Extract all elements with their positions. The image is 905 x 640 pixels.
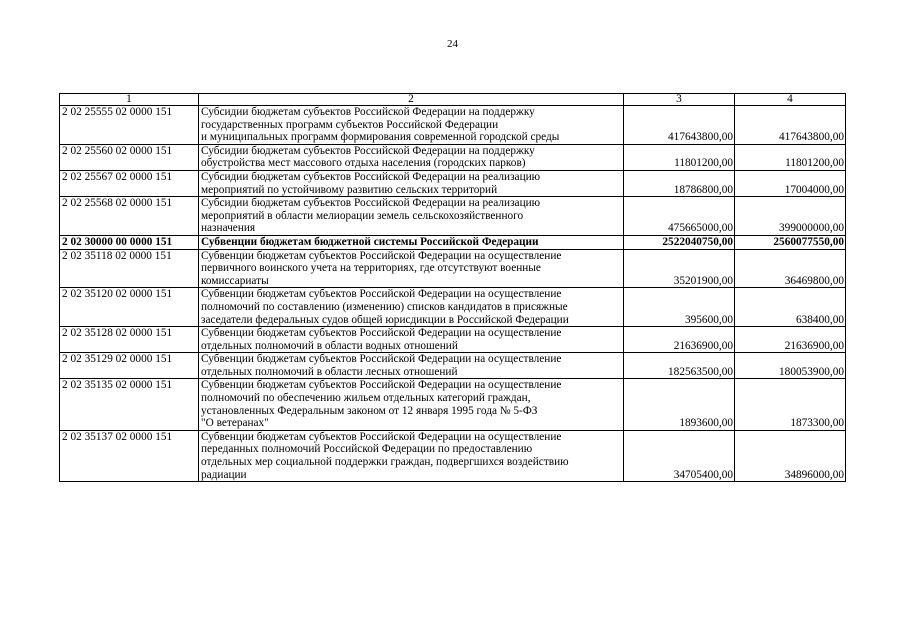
description-line: первичного воинского учета на территориях, где отсутствуют военные (201, 262, 541, 275)
row-code: 2 02 35137 02 0000 151 (60, 430, 199, 481)
column-header-1: 1 (60, 94, 199, 106)
row-description (199, 327, 624, 353)
row-amount-col3: 182563500,00 (624, 353, 735, 379)
row-code: 2 02 25568 02 0000 151 (60, 197, 199, 236)
description-line: Субвенции бюджетам субъектов Российской Федерации на осуществление (201, 249, 562, 262)
table-row (60, 144, 846, 170)
budget-table (59, 93, 846, 482)
row-amount-col4: 399000000,00 (735, 197, 846, 236)
table-row (60, 288, 846, 327)
row-amount-col4: 36469800,00 (735, 249, 846, 288)
description-line: Субвенции бюджетам бюджетной системы Российской Федерации (201, 235, 539, 248)
row-amount-col3: 11801200,00 (624, 144, 735, 170)
description-line: комиссариаты (201, 274, 269, 287)
row-description (199, 288, 624, 327)
table-row (60, 106, 846, 145)
row-amount-col3: 21636900,00 (624, 327, 735, 353)
description-line: государственных программ субъектов Российской Федерации (201, 118, 499, 131)
row-description (199, 197, 624, 236)
row-code: 2 02 25555 02 0000 151 (60, 106, 199, 145)
column-header-2: 2 (199, 94, 624, 106)
table-row (60, 327, 846, 353)
table-header-row (60, 94, 846, 106)
row-code: 2 02 35129 02 0000 151 (60, 353, 199, 379)
row-code: 2 02 25567 02 0000 151 (60, 170, 199, 196)
description-line: полномочий по обеспечению жильем отдельных категорий граждан, (201, 392, 531, 405)
description-line: Субвенции бюджетам субъектов Российской Федерации на осуществление (201, 430, 562, 443)
row-amount-col4: 11801200,00 (735, 144, 846, 170)
row-amount-col3: 18786800,00 (624, 170, 735, 196)
description-line: Субсидии бюджетам субъектов Российской Федерации на поддержку (201, 144, 535, 157)
row-description (199, 170, 624, 196)
row-code: 2 02 35128 02 0000 151 (60, 327, 199, 353)
description-line: Субсидии бюджетам субъектов Российской Федерации на реализацию (201, 170, 541, 183)
description-line: Субвенции бюджетам субъектов Российской Федерации на осуществление (201, 353, 562, 366)
table-row (60, 353, 846, 379)
row-description (199, 144, 624, 170)
row-amount-col4: 180053900,00 (735, 353, 846, 379)
description-line: назначения (201, 222, 256, 235)
description-line: обустройства мест массового отдыха населения (городских парков) (201, 157, 526, 170)
row-description (199, 353, 624, 379)
row-amount-col3: 35201900,00 (624, 249, 735, 288)
row-code: 2 02 35118 02 0000 151 (60, 249, 199, 288)
description-line: мероприятий по устойчивому развитию сельских территорий (201, 183, 498, 196)
description-line: Субсидии бюджетам субъектов Российской Федерации на поддержку (201, 106, 535, 118)
budget-table-body (60, 94, 846, 482)
row-description (199, 379, 624, 430)
row-amount-col4: 417643800,00 (735, 106, 846, 145)
table-row (60, 235, 846, 249)
column-header-3: 3 (624, 94, 735, 106)
table-row (60, 430, 846, 481)
description-line: переданных полномочий Российской Федерации по предоставлению (201, 443, 533, 456)
description-line: "О ветеранах" (201, 417, 269, 430)
row-description (199, 249, 624, 288)
page-number: 24 (447, 38, 458, 50)
row-amount-col4: 21636900,00 (735, 327, 846, 353)
table-row (60, 249, 846, 288)
column-header-4: 4 (735, 94, 846, 106)
description-line: отдельных мер социальной поддержки граждан, подвергшихся воздействию (201, 456, 569, 469)
row-description (199, 430, 624, 481)
row-amount-col4: 638400,00 (735, 288, 846, 327)
row-code: 2 02 35135 02 0000 151 (60, 379, 199, 430)
description-line: отдельных полномочий в области лесных отношений (201, 365, 458, 378)
row-code: 2 02 25560 02 0000 151 (60, 144, 199, 170)
row-description (199, 106, 624, 145)
row-amount-col3: 1893600,00 (624, 379, 735, 430)
row-amount-col4: 17004000,00 (735, 170, 846, 196)
description-line: радиации (201, 468, 247, 481)
row-code: 2 02 35120 02 0000 151 (60, 288, 199, 327)
row-amount-col4: 2560077550,00 (735, 235, 846, 249)
description-line: отдельных полномочий в области водных отношений (201, 339, 458, 352)
row-amount-col3: 34705400,00 (624, 430, 735, 481)
description-line: полномочий по составлению (изменению) списков кандидатов в присяжные (201, 300, 568, 313)
row-amount-col3: 395600,00 (624, 288, 735, 327)
row-amount-col3: 475665000,00 (624, 197, 735, 236)
description-line: мероприятий в области мелиорации земель сельскохозяйственного (201, 209, 524, 222)
description-line: и муниципальных программ формирования современной городской среды (201, 131, 560, 144)
description-line: Субвенции бюджетам субъектов Российской Федерации на осуществление (201, 327, 562, 340)
description-line: Субвенции бюджетам субъектов Российской Федерации на осуществление (201, 379, 562, 392)
row-amount-col3: 2522040750,00 (624, 235, 735, 249)
table-row (60, 197, 846, 236)
row-amount-col3: 417643800,00 (624, 106, 735, 145)
description-line: установленных Федеральным законом от 12 января 1995 года № 5-ФЗ (201, 404, 538, 417)
description-line: заседатели федеральных судов общей юрисдикции в Российской Федерации (201, 313, 569, 326)
row-amount-col4: 34896000,00 (735, 430, 846, 481)
row-code: 2 02 30000 00 0000 151 (60, 235, 199, 249)
table-row (60, 170, 846, 196)
description-line: Субсидии бюджетам субъектов Российской Федерации на реализацию (201, 197, 541, 210)
row-amount-col4: 1873300,00 (735, 379, 846, 430)
description-line: Субвенции бюджетам субъектов Российской Федерации на осуществление (201, 288, 562, 301)
table-row (60, 379, 846, 430)
row-description (199, 235, 624, 249)
